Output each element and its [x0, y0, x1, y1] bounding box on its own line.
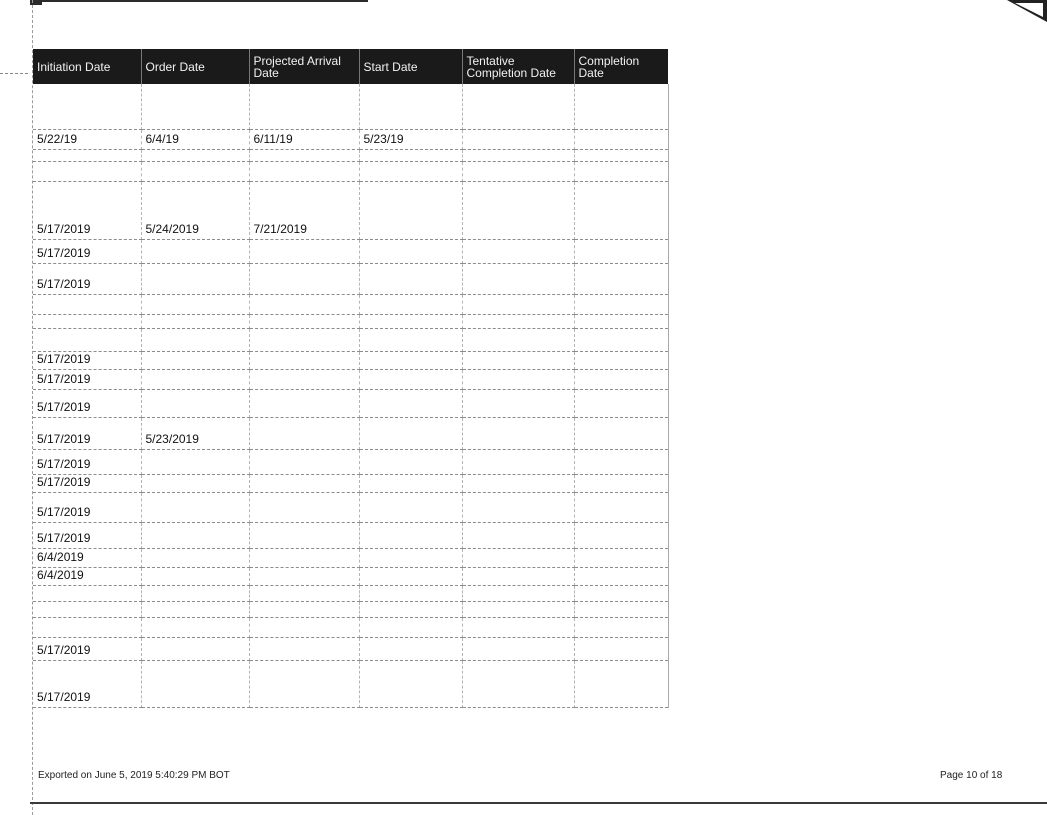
- table-cell: 6/4/2019: [33, 548, 141, 567]
- table-cell: 5/17/2019: [33, 369, 141, 389]
- table-cell: [141, 567, 249, 585]
- table-row: [33, 522, 668, 548]
- table-header: [33, 49, 668, 84]
- table-cell: [574, 328, 668, 351]
- table-cell: 5/22/19: [33, 129, 141, 149]
- table-cell: [574, 637, 668, 660]
- table-cell: [249, 637, 359, 660]
- table-cell: [249, 474, 359, 492]
- table-cell: [359, 660, 462, 707]
- header-initiation-date: Initiation Date: [33, 49, 141, 84]
- table-cell: [574, 263, 668, 294]
- header-tentative-completion-date: Tentative Completion Date: [462, 49, 574, 84]
- table-cell: [141, 263, 249, 294]
- table-cell: 5/17/2019: [33, 492, 141, 522]
- table-cell: [249, 369, 359, 389]
- table-cell: 5/17/2019: [33, 417, 141, 449]
- table-cell: [574, 314, 668, 328]
- table-row: [33, 263, 668, 294]
- table-cell: [462, 567, 574, 585]
- table-row: [33, 617, 668, 637]
- table-cell: [462, 417, 574, 449]
- table-cell: [33, 314, 141, 328]
- table-cell: 6/4/19: [141, 129, 249, 149]
- table-row: [33, 181, 668, 239]
- table-cell: [249, 294, 359, 314]
- table-cell: [462, 617, 574, 637]
- table-cell: [141, 294, 249, 314]
- table-cell: 6/11/19: [249, 129, 359, 149]
- table-cell: [462, 637, 574, 660]
- table-cell: [359, 637, 462, 660]
- export-timestamp: Exported on June 5, 2019 5:40:29 PM BOT: [38, 770, 230, 781]
- table-cell: [574, 474, 668, 492]
- table-cell: [574, 389, 668, 417]
- table-cell: [462, 239, 574, 263]
- page-number: Page 10 of 18: [940, 770, 1003, 781]
- table-cell: [359, 161, 462, 181]
- header-completion-date: Completion Date: [574, 49, 668, 84]
- table-cell: [141, 637, 249, 660]
- table-row: [33, 294, 668, 314]
- table-cell: [462, 84, 574, 129]
- table-row: [33, 474, 668, 492]
- table-cell: 5/17/2019: [33, 351, 141, 369]
- table-cell: [462, 314, 574, 328]
- table-cell: 5/17/2019: [33, 660, 141, 707]
- table-cell: [359, 239, 462, 263]
- table-cell: [462, 351, 574, 369]
- table-cell: [574, 369, 668, 389]
- table-cell: [462, 369, 574, 389]
- table-body: [33, 84, 668, 707]
- table-cell: [359, 567, 462, 585]
- table-cell: [33, 161, 141, 181]
- header-row: [33, 49, 668, 84]
- table-cell: [462, 263, 574, 294]
- table-cell: 5/24/2019: [141, 181, 249, 239]
- table-cell: 5/17/2019: [33, 474, 141, 492]
- table-cell: 5/17/2019: [33, 449, 141, 474]
- table-cell: [574, 161, 668, 181]
- table-cell: 5/23/2019: [141, 417, 249, 449]
- table-cell: 7/21/2019: [249, 181, 359, 239]
- scan-tick-left: [0, 73, 28, 74]
- table-cell: [462, 660, 574, 707]
- table-cell: [359, 548, 462, 567]
- header-projected-arrival-date: Projected Arrival Date: [249, 49, 359, 84]
- table-cell: [33, 328, 141, 351]
- table-cell: 5/23/19: [359, 129, 462, 149]
- table-cell: [141, 314, 249, 328]
- table-cell: [249, 314, 359, 328]
- table-cell: [462, 294, 574, 314]
- table-cell: [141, 449, 249, 474]
- table-cell: [462, 161, 574, 181]
- header-start-date: Start Date: [359, 49, 462, 84]
- table-cell: [249, 449, 359, 474]
- table-cell: 5/17/2019: [33, 522, 141, 548]
- table-cell: [462, 328, 574, 351]
- table-cell: [33, 294, 141, 314]
- table-cell: [574, 449, 668, 474]
- table-cell: [462, 492, 574, 522]
- table-cell: [249, 492, 359, 522]
- table-cell: [462, 522, 574, 548]
- table-row: [33, 129, 668, 149]
- table-cell: [249, 601, 359, 617]
- table-cell: [141, 239, 249, 263]
- table-cell: [359, 351, 462, 369]
- table-cell: [462, 181, 574, 239]
- table-cell: [141, 660, 249, 707]
- table-cell: [359, 149, 462, 161]
- table-row: [33, 449, 668, 474]
- table-cell: [141, 548, 249, 567]
- table-cell: 5/17/2019: [33, 181, 141, 239]
- table-cell: [249, 567, 359, 585]
- table-cell: [141, 161, 249, 181]
- table-cell: [462, 149, 574, 161]
- table-cell: [33, 84, 141, 129]
- table-row: [33, 84, 668, 129]
- table-cell: [359, 181, 462, 239]
- page-corner-fold-inner: [1015, 3, 1043, 17]
- table-cell: [33, 149, 141, 161]
- table-row: [33, 328, 668, 351]
- table-cell: [141, 84, 249, 129]
- table-cell: [574, 294, 668, 314]
- table-cell: [249, 149, 359, 161]
- table-cell: [574, 239, 668, 263]
- table-cell: [574, 84, 668, 129]
- table-cell: [249, 522, 359, 548]
- table-cell: [141, 601, 249, 617]
- table-cell: [249, 328, 359, 351]
- table-cell: [33, 585, 141, 601]
- table-row: [33, 369, 668, 389]
- table-cell: [249, 617, 359, 637]
- table-cell: [574, 548, 668, 567]
- table-cell: 5/17/2019: [33, 637, 141, 660]
- table-cell: [141, 474, 249, 492]
- table-row: [33, 660, 668, 707]
- table-cell: [462, 474, 574, 492]
- scan-edge-top: [38, 0, 368, 2]
- table-row: [33, 239, 668, 263]
- table-cell: [462, 389, 574, 417]
- table-cell: 5/17/2019: [33, 239, 141, 263]
- table-cell: [359, 474, 462, 492]
- table-cell: 5/17/2019: [33, 389, 141, 417]
- table-row: [33, 601, 668, 617]
- table-cell: [359, 522, 462, 548]
- table-cell: [574, 567, 668, 585]
- table-cell: [462, 585, 574, 601]
- table-row: [33, 351, 668, 369]
- table-cell: [249, 389, 359, 417]
- table-cell: [574, 129, 668, 149]
- table-cell: [249, 263, 359, 294]
- table-cell: [359, 601, 462, 617]
- table-cell: [574, 617, 668, 637]
- table-cell: [141, 522, 249, 548]
- scan-edge-bottom: [30, 802, 1047, 804]
- table-cell: [249, 351, 359, 369]
- table-row: [33, 417, 668, 449]
- table-row: [33, 149, 668, 161]
- schedule-table: [33, 49, 669, 708]
- table-cell: [462, 548, 574, 567]
- table-cell: [141, 585, 249, 601]
- table-cell: [141, 389, 249, 417]
- table-cell: [33, 617, 141, 637]
- table-cell: 5/17/2019: [33, 263, 141, 294]
- table-cell: [141, 617, 249, 637]
- table-row: [33, 585, 668, 601]
- table-cell: [462, 129, 574, 149]
- table-row: [33, 637, 668, 660]
- table-row: [33, 389, 668, 417]
- table-cell: [574, 660, 668, 707]
- table-cell: [249, 585, 359, 601]
- table-cell: [141, 351, 249, 369]
- table-cell: [359, 328, 462, 351]
- table-row: [33, 548, 668, 567]
- table-cell: [574, 417, 668, 449]
- table-cell: [249, 548, 359, 567]
- table-row: [33, 567, 668, 585]
- table-cell: [359, 389, 462, 417]
- table-cell: [249, 239, 359, 263]
- table-cell: [359, 369, 462, 389]
- table-cell: [249, 660, 359, 707]
- table-row: [33, 314, 668, 328]
- table-cell: [359, 585, 462, 601]
- table-cell: [574, 492, 668, 522]
- table-cell: [574, 149, 668, 161]
- table-cell: [359, 314, 462, 328]
- table-cell: [249, 84, 359, 129]
- table-cell: [249, 161, 359, 181]
- table-cell: [574, 522, 668, 548]
- table-cell: [574, 181, 668, 239]
- table-cell: [574, 351, 668, 369]
- table-cell: [141, 149, 249, 161]
- table-cell: [141, 369, 249, 389]
- table-cell: [359, 84, 462, 129]
- table-cell: [462, 449, 574, 474]
- table-cell: [359, 449, 462, 474]
- table-cell: [359, 263, 462, 294]
- table-cell: [574, 585, 668, 601]
- table-cell: [33, 601, 141, 617]
- table-cell: [141, 328, 249, 351]
- table-cell: [141, 492, 249, 522]
- table-row: [33, 161, 668, 181]
- table-cell: [574, 601, 668, 617]
- table-cell: [359, 617, 462, 637]
- table-cell: [359, 294, 462, 314]
- table-row: [33, 492, 668, 522]
- table-cell: [462, 601, 574, 617]
- table-cell: [359, 492, 462, 522]
- table-cell: [359, 417, 462, 449]
- table-cell: [249, 417, 359, 449]
- table-cell: 6/4/2019: [33, 567, 141, 585]
- header-order-date: Order Date: [141, 49, 249, 84]
